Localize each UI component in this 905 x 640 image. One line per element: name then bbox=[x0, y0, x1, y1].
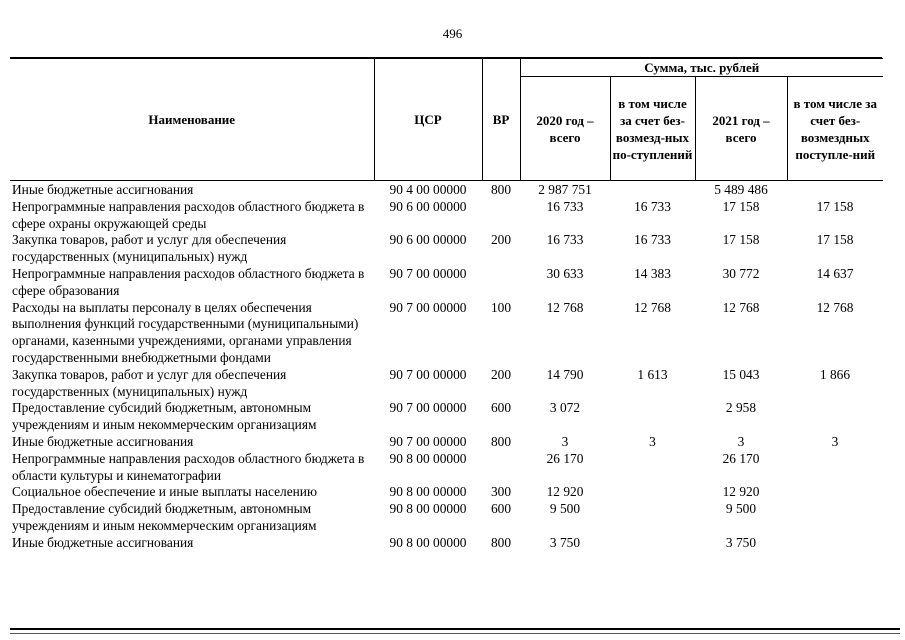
row-2020-gratuitous bbox=[610, 451, 695, 485]
row-2021-total: 5 489 486 bbox=[714, 182, 768, 197]
table-row bbox=[10, 199, 883, 233]
row-2021-total: 3 bbox=[737, 433, 745, 449]
row-csr: 90 4 00 00000 bbox=[389, 182, 467, 197]
table-row bbox=[10, 181, 883, 199]
row-name: Расходы на выплаты персоналу в целях обеспечения выполнения функций государственными (муниципальными) органами, казенными учреждениями, органами управления государственными внебюджетными фондами bbox=[12, 299, 359, 365]
header-vr: ВР bbox=[482, 59, 520, 181]
row-2020-total: 26 170 bbox=[546, 450, 584, 466]
row-name: Непрограммные направления расходов областного бюджета в сфере образования bbox=[12, 265, 365, 298]
row-2021-total: 17 158 bbox=[722, 198, 760, 214]
row-vr bbox=[482, 266, 520, 300]
row-2020-gratuitous bbox=[610, 501, 695, 535]
header-sum-group: Сумма, тыс. рублей bbox=[520, 59, 883, 77]
row-name: Непрограммные направления расходов областного бюджета в сфере охраны окружающей среды bbox=[12, 198, 365, 231]
table-row bbox=[10, 484, 883, 501]
table-row bbox=[10, 266, 883, 300]
row-2021-total: 26 170 bbox=[722, 450, 760, 466]
row-2021-gratuitous: 3 bbox=[831, 433, 839, 449]
row-vr bbox=[482, 451, 520, 485]
row-2020-total: 3 750 bbox=[549, 534, 581, 550]
row-2020-gratuitous bbox=[610, 484, 695, 501]
row-vr: 300 bbox=[490, 484, 512, 500]
row-2021-gratuitous: 17 158 bbox=[816, 198, 854, 214]
row-2021-gratuitous: 1 866 bbox=[819, 366, 851, 382]
row-vr: 800 bbox=[490, 433, 512, 449]
row-2020-gratuitous: 12 768 bbox=[634, 299, 671, 315]
row-csr: 90 7 00 00000 bbox=[389, 366, 467, 382]
row-name: Предоставление субсидий бюджетным, автономным учреждениям и иным некоммерческим организациям bbox=[12, 400, 317, 433]
row-name: Закупка товаров, работ и услуг для обеспечения государственных (муниципальных) нужд bbox=[12, 366, 287, 399]
row-2020-total: 16 733 bbox=[546, 232, 584, 248]
row-csr: 90 7 00 00000 bbox=[389, 400, 467, 416]
header-2021-total: 2021 год – всего bbox=[695, 77, 787, 181]
header-2020-total: 2020 год – всего bbox=[520, 77, 610, 181]
row-2020-gratuitous bbox=[610, 181, 695, 199]
row-csr: 90 7 00 00000 bbox=[389, 299, 467, 315]
row-2020-gratuitous bbox=[610, 535, 695, 552]
row-2020-total: 2 987 751 bbox=[538, 182, 592, 197]
table-row bbox=[10, 501, 883, 535]
row-2021-gratuitous bbox=[787, 181, 883, 199]
row-2020-gratuitous bbox=[610, 400, 695, 434]
row-2021-total: 15 043 bbox=[722, 366, 760, 382]
table-row bbox=[10, 367, 883, 401]
row-name: Иные бюджетные ассигнования bbox=[12, 534, 194, 550]
row-2020-total: 9 500 bbox=[549, 501, 581, 517]
row-2020-gratuitous: 16 733 bbox=[634, 232, 671, 248]
row-2021-gratuitous: 17 158 bbox=[816, 232, 854, 248]
row-2020-total: 14 790 bbox=[546, 366, 584, 382]
row-csr: 90 7 00 00000 bbox=[389, 433, 467, 449]
row-vr: 600 bbox=[490, 501, 512, 517]
row-2021-total: 3 750 bbox=[725, 534, 757, 550]
row-2021-gratuitous bbox=[787, 501, 883, 535]
table-row bbox=[10, 535, 883, 552]
table-body bbox=[10, 181, 883, 552]
row-vr: 100 bbox=[490, 299, 512, 315]
table-row bbox=[10, 400, 883, 434]
row-name: Предоставление субсидий бюджетным, автономным учреждениям и иным некоммерческим организациям bbox=[12, 501, 317, 533]
header-2021-gratuitous: в том числе за счет без-возмездных поступле-ний bbox=[787, 77, 883, 181]
header-csr: ЦСР bbox=[374, 59, 482, 181]
row-vr bbox=[482, 199, 520, 233]
row-2020-total: 30 633 bbox=[546, 265, 584, 281]
row-2020-total: 3 bbox=[561, 433, 569, 449]
row-2020-gratuitous: 16 733 bbox=[634, 198, 671, 214]
row-2020-gratuitous: 14 383 bbox=[634, 265, 671, 281]
row-2020-total: 12 768 bbox=[546, 299, 584, 315]
table-row bbox=[10, 434, 883, 451]
row-2021-gratuitous: 14 637 bbox=[816, 265, 854, 281]
row-2021-total: 30 772 bbox=[722, 265, 760, 281]
row-2021-gratuitous bbox=[787, 484, 883, 501]
header-2020-gratuitous: в том числе за счет без-возмезд-ных по-ступлений bbox=[610, 77, 695, 181]
row-name: Иные бюджетные ассигнования bbox=[12, 433, 194, 449]
page-number: 496 bbox=[442, 26, 463, 41]
row-2021-total: 12 768 bbox=[722, 299, 760, 315]
row-2020-gratuitous: 3 bbox=[649, 433, 656, 449]
row-vr: 200 bbox=[490, 366, 512, 382]
row-2020-gratuitous: 1 613 bbox=[637, 366, 668, 382]
row-name: Социальное обеспечение и иные выплаты населению bbox=[12, 484, 317, 500]
row-2021-total: 9 500 bbox=[725, 501, 757, 517]
row-2020-total: 16 733 bbox=[546, 198, 584, 214]
row-name: Закупка товаров, работ и услуг для обеспечения государственных (муниципальных) нужд bbox=[12, 232, 287, 265]
row-vr: 600 bbox=[490, 400, 512, 416]
row-2021-gratuitous: 12 768 bbox=[816, 299, 854, 315]
row-name: Иные бюджетные ассигнования bbox=[12, 182, 194, 197]
row-vr: 800 bbox=[490, 534, 512, 550]
bottom-rule-thin bbox=[10, 633, 900, 634]
row-vr: 200 bbox=[490, 232, 512, 248]
row-2021-total: 17 158 bbox=[722, 232, 760, 248]
budget-table bbox=[10, 58, 883, 552]
row-2021-gratuitous bbox=[787, 400, 883, 434]
row-2020-total: 12 920 bbox=[546, 484, 584, 500]
row-csr: 90 8 00 00000 bbox=[389, 450, 467, 466]
row-2021-gratuitous bbox=[787, 451, 883, 485]
table-header bbox=[10, 59, 883, 181]
row-vr: 800 bbox=[490, 182, 512, 197]
row-2021-gratuitous bbox=[787, 535, 883, 552]
row-name: Непрограммные направления расходов областного бюджета в области культуры и кинематографии bbox=[12, 450, 365, 483]
row-csr: 90 6 00 00000 bbox=[389, 232, 467, 248]
row-2021-total: 2 958 bbox=[725, 400, 757, 416]
row-csr: 90 8 00 00000 bbox=[389, 501, 467, 517]
table-row bbox=[10, 300, 883, 367]
row-csr: 90 6 00 00000 bbox=[389, 198, 467, 214]
table-row bbox=[10, 451, 883, 485]
row-2020-total: 3 072 bbox=[549, 400, 581, 416]
row-csr: 90 7 00 00000 bbox=[389, 265, 467, 281]
bottom-rule bbox=[10, 628, 900, 630]
table-row bbox=[10, 232, 883, 266]
row-csr: 90 8 00 00000 bbox=[389, 534, 467, 550]
header-name: Наименование bbox=[10, 59, 374, 181]
row-csr: 90 8 00 00000 bbox=[389, 484, 467, 500]
row-2021-total: 12 920 bbox=[722, 484, 760, 500]
